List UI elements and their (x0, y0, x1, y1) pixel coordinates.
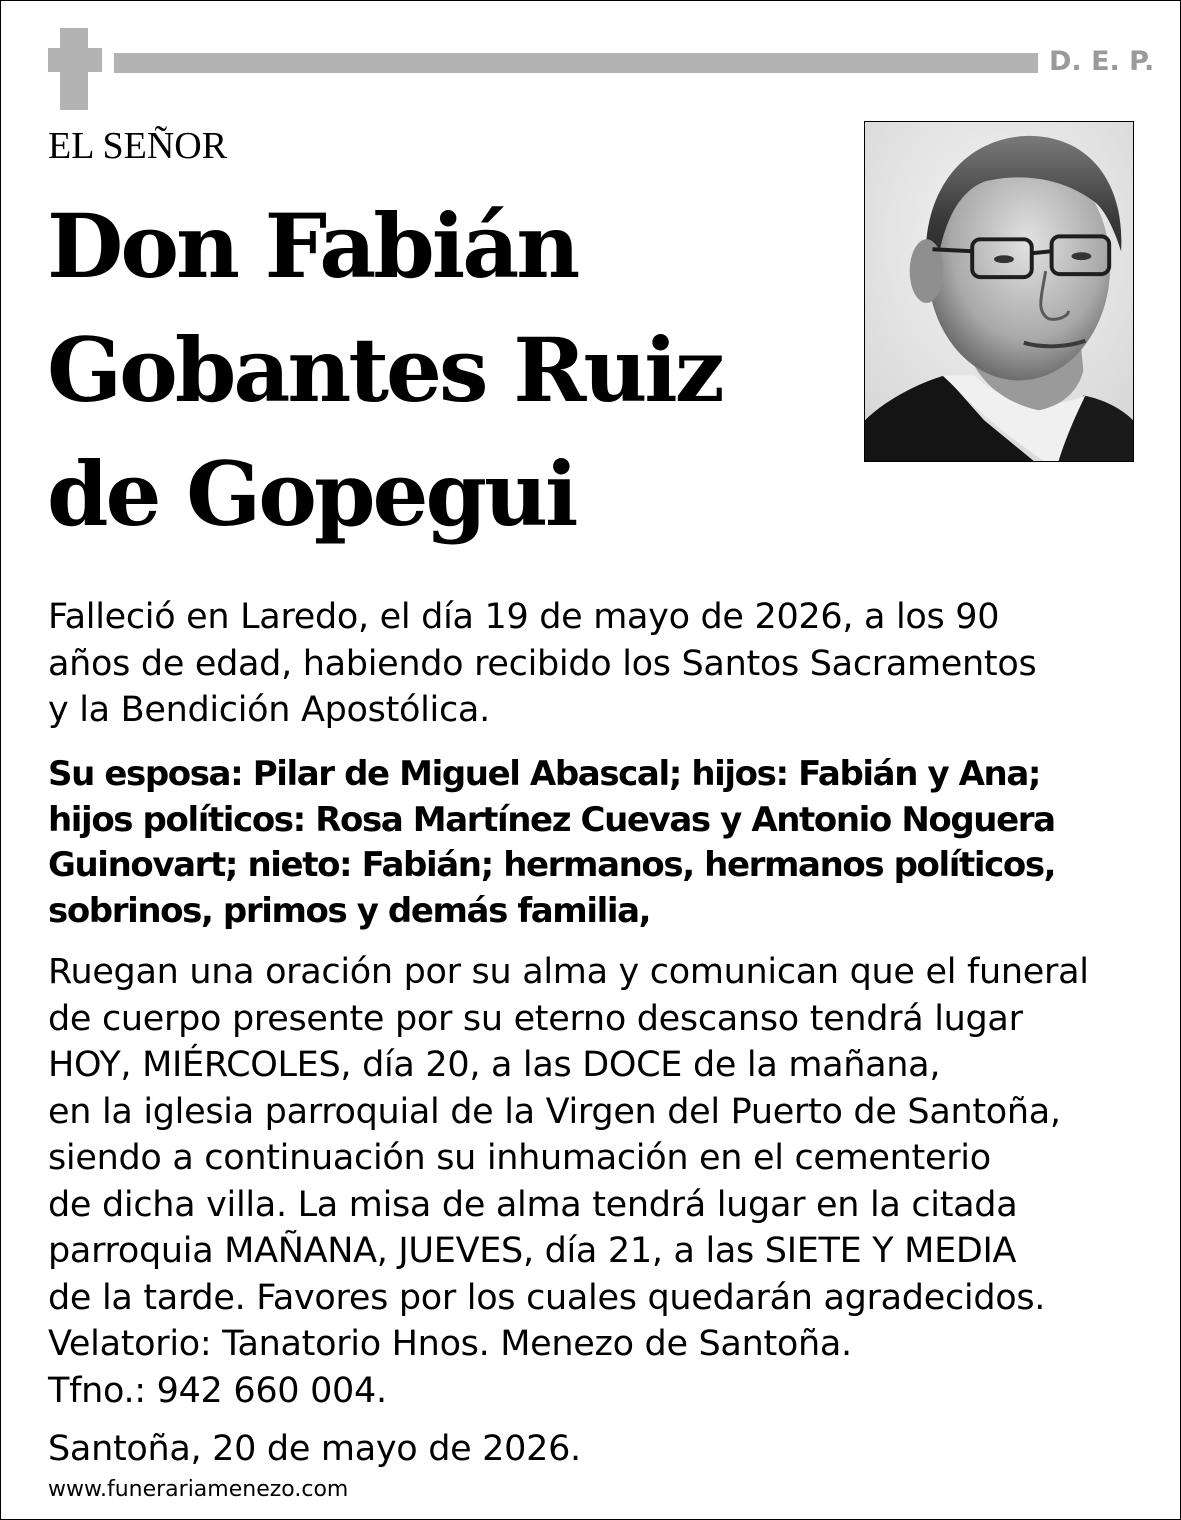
text-line: Guinovart; nieto: Fabián; hermanos, hermanos políticos, (48, 845, 1056, 885)
text-line: Falleció en Laredo, el día 19 de mayo de 2026, a los 90 (48, 597, 1000, 637)
death-notice-paragraph (48, 594, 1158, 734)
text-line: años de edad, habiendo recibido los Santos Sacramentos (48, 643, 1037, 684)
header-rule (114, 53, 1038, 73)
name-line: Gobantes Ruiz (47, 318, 722, 422)
latin-cross-icon (48, 28, 102, 110)
text-line: y la Bendición Apostólica. (48, 690, 490, 730)
website-link[interactable]: www.funerariamenezo.com (48, 1477, 349, 1502)
text-line: parroquia MAÑANA, JUEVES, día 21, a las SIETE Y MEDIA (48, 1231, 1017, 1271)
text-line: Tfno.: 942 660 004. (48, 1370, 387, 1411)
text-line: de cuerpo presente por su eterno descanso tendrá lugar (48, 998, 1023, 1039)
text-line: HOY, MIÉRCOLES, día 20, a las DOCE de la mañana, (48, 1045, 941, 1085)
text-line: en la iglesia parroquial de la Virgen del Puerto de Santoña, (48, 1091, 1061, 1132)
text-line: de la tarde. Favores por los cuales quedarán agradecidos. (48, 1277, 1046, 1318)
dep-label: D. E. P. (1049, 46, 1155, 77)
portrait-photo (864, 121, 1134, 462)
funeral-paragraph (48, 949, 1158, 1414)
salutation: EL SEÑOR (48, 125, 228, 167)
text-line: Ruegan una oración por su alma y comunican que el funeral (48, 952, 1089, 992)
place-date: Santoña, 20 de mayo de 2026. (48, 1429, 581, 1469)
portrait-illustration (865, 122, 1133, 461)
name-line: de Gopegui (47, 442, 576, 546)
text-line: Su esposa: Pilar de Miguel Abascal; hijos: Fabián y Ana; (48, 754, 1041, 794)
text-line: siendo a continuación su inhumación en el cementerio (48, 1138, 991, 1178)
family-paragraph (48, 752, 1158, 934)
text-line: sobrinos, primos y demás familia, (48, 890, 651, 931)
text-line: Velatorio: Tanatorio Hnos. Menezo de Santoña. (48, 1324, 852, 1364)
text-line: hijos políticos: Rosa Martínez Cuevas y Antonio Noguera (48, 799, 1055, 840)
text-line: de dicha villa. La misa de alma tendrá lugar en la citada (48, 1184, 1018, 1225)
deceased-name (47, 184, 857, 556)
name-line: Don Fabián (47, 194, 578, 298)
